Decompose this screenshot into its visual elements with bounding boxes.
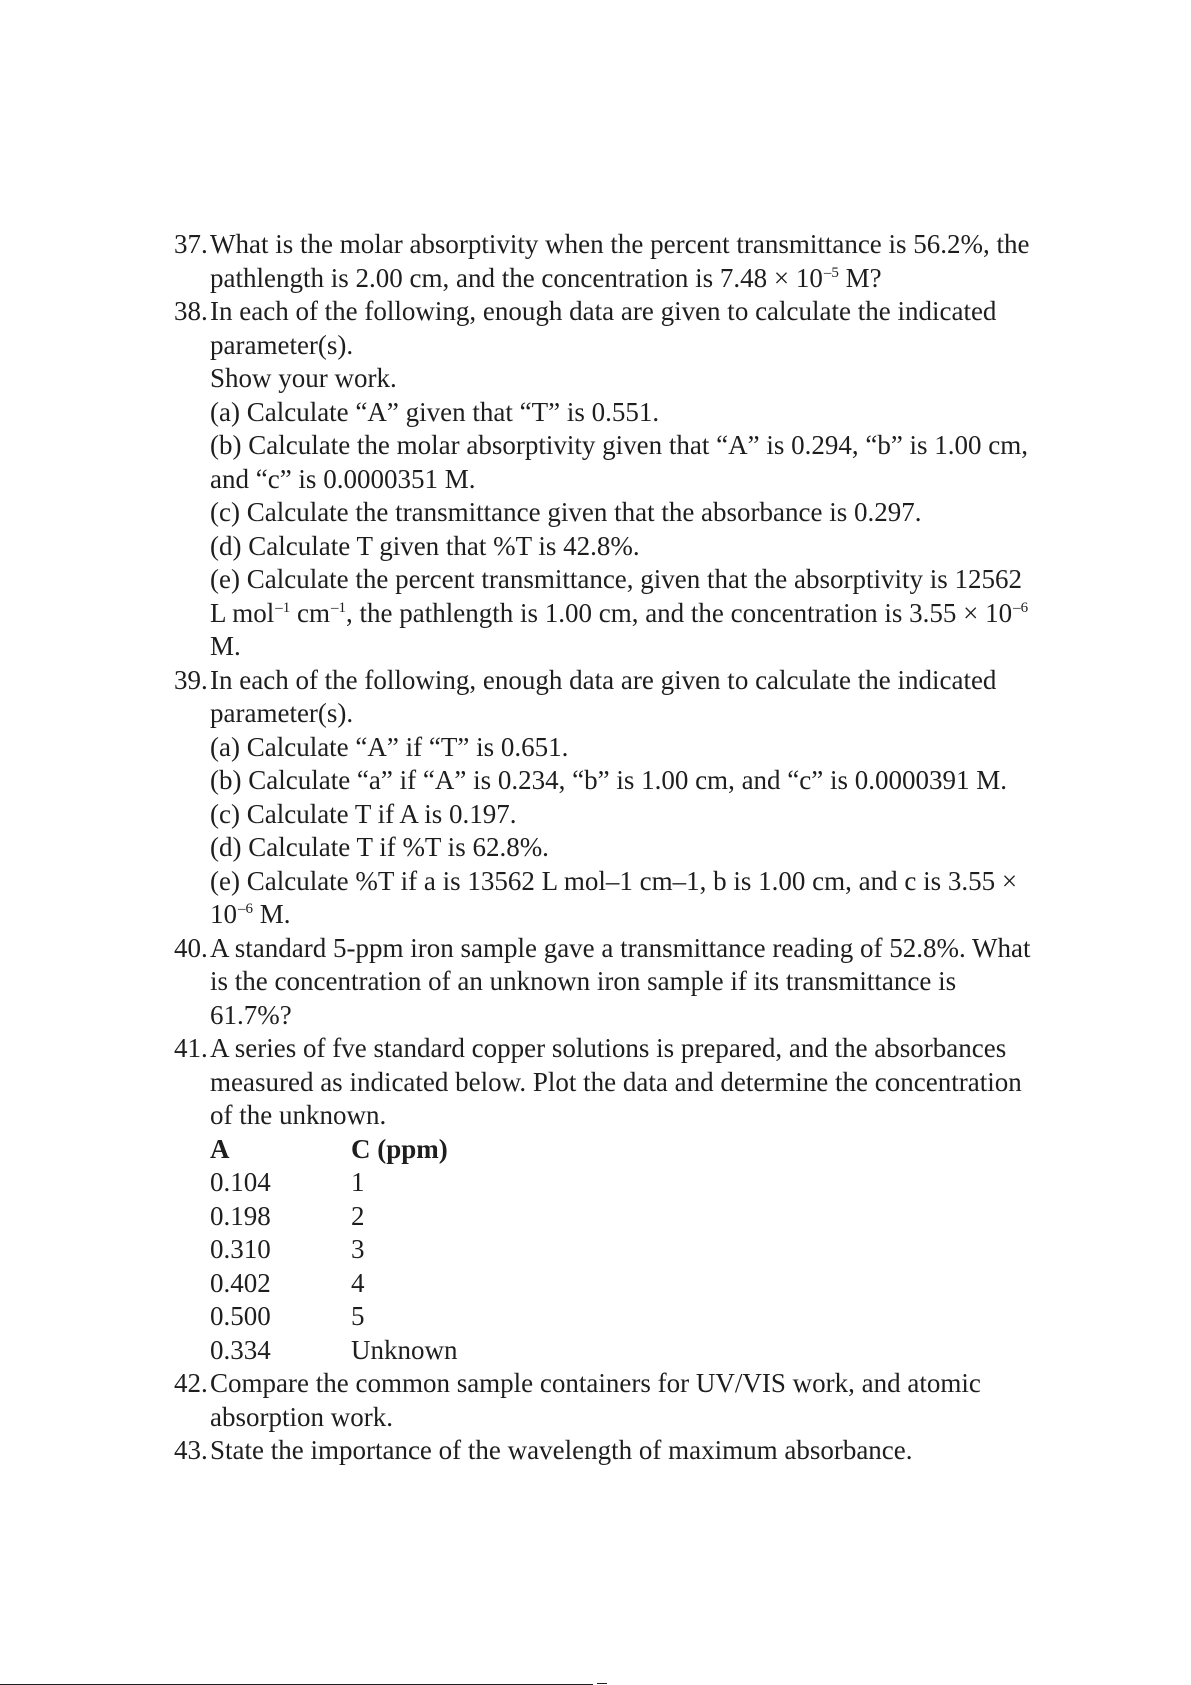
question-text-line xyxy=(210,262,1054,296)
question-40 xyxy=(174,932,1054,1033)
question-41 xyxy=(174,1032,1054,1367)
text-segment: 10 xyxy=(210,899,237,929)
question-text-line: What is the molar absorptivity when the percent transmittance is 56.2%, the xyxy=(210,229,1030,259)
question-text-line: measured as indicated below. Plot the data and determine the concentration xyxy=(210,1066,1022,1097)
text-segment: pathlength is 2.00 cm, and the concentration is 7.48 × 10 xyxy=(210,262,823,293)
sub-question-c: (c) Calculate the transmittance given that the absorbance is 0.297. xyxy=(210,497,922,527)
table-header-row xyxy=(210,1133,1054,1167)
table-cell-concentration: 1 xyxy=(351,1167,365,1197)
sub-question-c: (c) Calculate T if A is 0.197. xyxy=(210,798,517,829)
question-text-line: State the importance of the wavelength of maximum absorbance. xyxy=(210,1435,913,1465)
question-number: 38. xyxy=(174,296,208,326)
text-segment: M? xyxy=(838,262,882,293)
sub-question-a: (a) Calculate “A” if “T” is 0.651. xyxy=(210,731,569,762)
question-list xyxy=(174,228,1054,1468)
sub-question-d: (d) Calculate T if %T is 62.8%. xyxy=(210,832,549,862)
question-text-line: In each of the following, enough data are given to calculate the indicated xyxy=(210,296,997,326)
text-segment: M. xyxy=(253,899,291,929)
question-text-line: Compare the common sample containers for UV/VIS work, and atomic xyxy=(210,1368,981,1398)
sub-question-e: (e) Calculate %T if a is 13562 L mol–1 cm–1, b is 1.00 cm, and c is 3.55 × xyxy=(210,865,1018,896)
question-text-line: In each of the following, enough data are given to calculate the indicated xyxy=(210,664,997,695)
table-row xyxy=(210,1334,1054,1368)
question-text-line: is the concentration of an unknown iron sample if its transmittance is xyxy=(210,966,957,996)
question-38 xyxy=(174,295,1054,664)
sub-question-e-continued: M. xyxy=(210,631,241,661)
superscript: –1 xyxy=(275,599,291,616)
question-number: 43. xyxy=(174,1435,208,1465)
table-header-concentration: C (ppm) xyxy=(351,1133,448,1164)
table-row xyxy=(210,1300,1054,1334)
sub-question-b: (b) Calculate the molar absorptivity given that “A” is 0.294, “b” is 1.00 cm, xyxy=(210,430,1029,460)
table-cell-concentration: 2 xyxy=(351,1200,365,1231)
table-cell-absorbance: 0.104 xyxy=(210,1167,271,1197)
table-row xyxy=(210,1200,1054,1234)
table-cell-absorbance: 0.500 xyxy=(210,1301,271,1331)
question-37 xyxy=(174,228,1054,295)
table-cell-concentration: 5 xyxy=(351,1301,365,1331)
table-cell-absorbance: 0.402 xyxy=(210,1267,271,1298)
superscript: –6 xyxy=(1013,599,1029,616)
question-text-line: A standard 5-ppm iron sample gave a transmittance reading of 52.8%. What xyxy=(210,932,1031,963)
table-cell-absorbance: 0.334 xyxy=(210,1334,271,1365)
superscript: –5 xyxy=(823,264,839,281)
absorbance-table xyxy=(210,1133,1054,1368)
table-cell-concentration: 4 xyxy=(351,1267,365,1298)
sub-question-b-continued: and “c” is 0.0000351 M. xyxy=(210,463,476,494)
sub-question-d: (d) Calculate T given that %T is 42.8%. xyxy=(210,530,640,561)
question-number: 39. xyxy=(174,664,208,695)
table-row xyxy=(210,1267,1054,1301)
table-header-absorbance: A xyxy=(210,1133,230,1164)
table-cell-concentration: Unknown xyxy=(351,1334,458,1365)
question-text-line: parameter(s). xyxy=(210,698,354,728)
text-segment: , the pathlength is 1.00 cm, and the concentration is 3.55 × 10 xyxy=(346,597,1013,628)
table-row xyxy=(210,1233,1054,1267)
question-text-line: absorption work. xyxy=(210,1401,393,1432)
sub-question-e: (e) Calculate the percent transmittance, given that the absorptivity is 12562 xyxy=(210,564,1022,594)
question-number: 42. xyxy=(174,1368,208,1398)
footer-mark xyxy=(597,1683,607,1684)
question-text-line: of the unknown. xyxy=(210,1100,387,1130)
question-number: 40. xyxy=(174,932,208,963)
question-text-line: Show your work. xyxy=(210,363,397,393)
sub-question-e-continued xyxy=(210,898,1054,932)
table-cell-absorbance: 0.198 xyxy=(210,1200,271,1231)
table-cell-concentration: 3 xyxy=(351,1234,365,1264)
question-number: 37. xyxy=(174,229,208,259)
sub-question-b: (b) Calculate “a” if “A” is 0.234, “b” is 1.00 cm, and “c” is 0.0000391 M. xyxy=(210,765,1008,795)
question-number: 41. xyxy=(174,1033,208,1063)
table-row xyxy=(210,1166,1054,1200)
question-text-line: A series of fve standard copper solutions is prepared, and the absorbances xyxy=(210,1033,1007,1063)
superscript: –1 xyxy=(331,599,346,616)
text-segment: cm xyxy=(290,597,330,628)
superscript: –6 xyxy=(238,901,253,917)
question-39 xyxy=(174,664,1054,932)
question-text-line: parameter(s). xyxy=(210,329,354,360)
text-segment: L mol xyxy=(210,597,275,628)
question-text-line: 61.7%? xyxy=(210,999,292,1030)
question-43 xyxy=(174,1434,1054,1468)
sub-question-a: (a) Calculate “A” given that “T” is 0.551. xyxy=(210,396,660,427)
sub-question-e-continued xyxy=(210,597,1054,631)
question-42 xyxy=(174,1367,1054,1434)
table-cell-absorbance: 0.310 xyxy=(210,1234,271,1264)
